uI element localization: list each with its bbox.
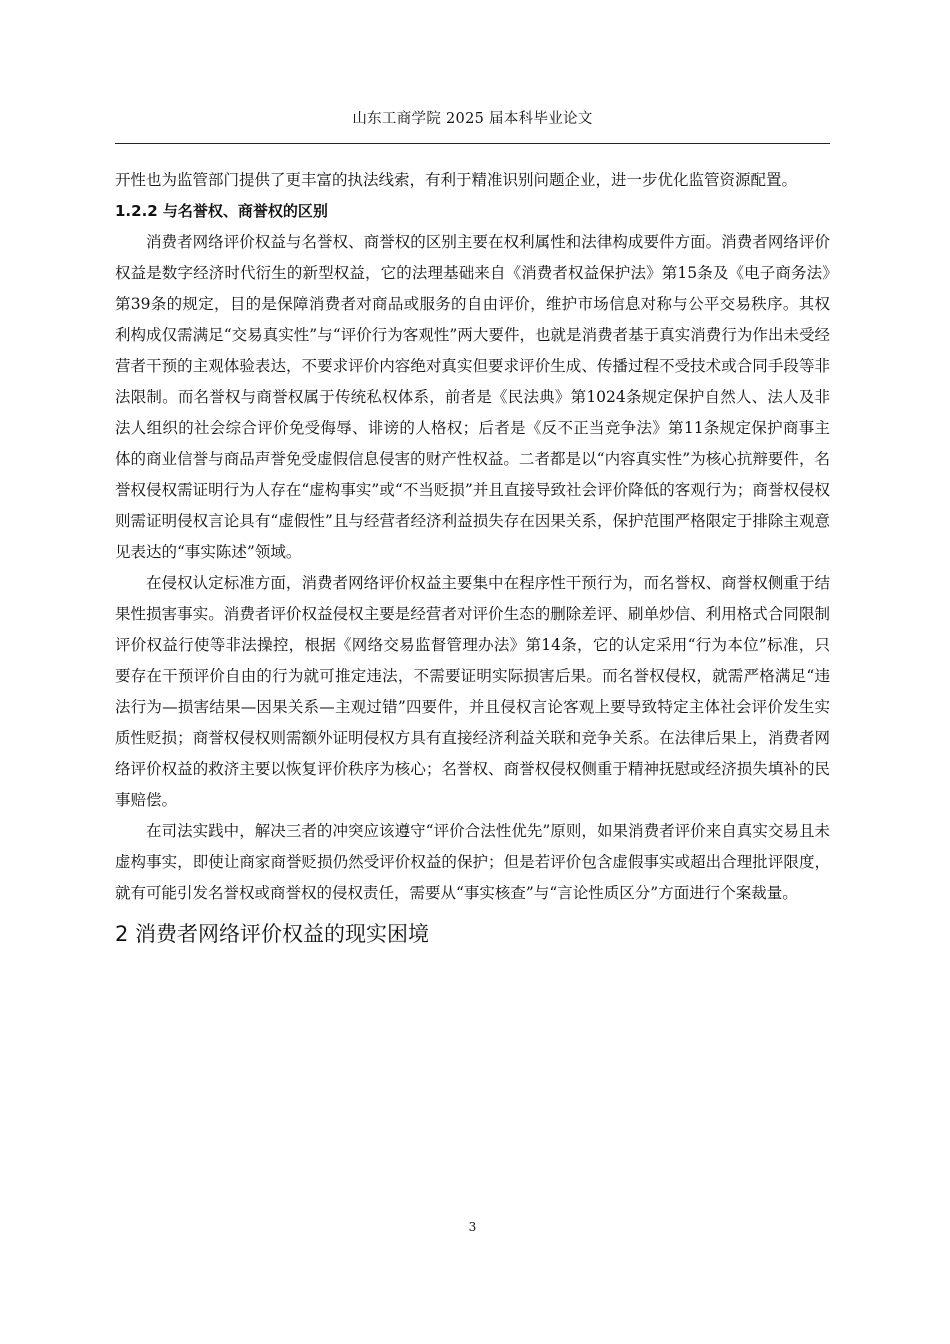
chapter-heading-2: 2 消费者网络评价权益的现实困境 — [115, 922, 430, 946]
paragraph-judicial-practice: 在司法实践中，解决三者的冲突应该遵守“评价合法性优先”原则，如果消费者评价来自真实交易且未虚构事实，即使让商家商誉贬损仍然受评价权益的保护；但是若评价包含虚假事实或超出合理批评限度，就有可能引发名誉权或商誉权的侵权责任，需要从“事实核查”与“言论性质区分”方面进行个案裁量。 — [115, 822, 830, 902]
running-header: 山东工商学院 2025 届本科毕业论文 — [352, 111, 593, 127]
page-body — [115, 165, 830, 953]
paragraph-rights-distinction: 消费者网络评价权益与名誉权、商誉权的区别主要在权利属性和法律构成要件方面。消费者网络评价权益是数字经济时代衍生的新型权益，它的法理基础来自《消费者权益保护法》第15条及《电子商务法》第39条的规定，目的是保障消费者对商品或服务的自由评价，维护市场信息对称与公平交易秩序。其权利构成仅需满足“交易真实性”与“评价行为客观性”两大要件，也就是消费者基于真实消费行为作出未受经营者干预的主观体验表达，不要求评价内容绝对真实但要求评价生成、传播过程不受技术或合同手段等非法限制。而名誉权与商誉权属于传统私权体系，前者是《民法典》第1024条规定保护自然人、法人及非法人组织的社会综合评价免受侮辱、诽谤的人格权；后者是《反不正当竞争法》第11条规定保护商事主体的商业信誉与商品声誉免受虚假信息侵害的财产性权益。二者都是以“内容真实性”为核心抗辩要件，名誉权侵权需证明行为人存在“虚构事实”或“不当贬损”并且直接导致社会评价降低的客观行为；商誉权侵权则需证明侵权言论具有“虚假性”且与经营者经济利益损失存在因果关系，保护范围严格限定于排除主观意见表达的“事实陈述”领域。 — [115, 233, 830, 561]
page-number: 3 — [468, 1220, 477, 1234]
paragraph-infringement-standard: 在侵权认定标准方面，消费者网络评价权益主要集中在程序性干预行为，而名誉权、商誉权侧重于结果性损害事实。消费者评价权益侵权主要是经营者对评价生态的删除差评、刷单炒信、利用格式合同限制评价权益行使等非法操控，根据《网络交易监督管理办法》第14条，它的认定采用“行为本位”标准，只要存在干预评价自由的行为就可推定违法，不需要证明实际损害后果。而名誉权侵权，就需严格满足“违法行为—损害结果—因果关系—主观过错”四要件，并且侵权言论客观上要导致特定主体社会评价发生实质性贬损；商誉权侵权则需额外证明侵权方具有直接经济利益关联和竞争关系。在法律后果上，消费者网络评价权益的救济主要以恢复评价秩序为核心；名誉权、商誉权侵权侧重于精神抚慰或经济损失填补的民事赔偿。 — [115, 574, 830, 809]
continued-paragraph: 开性也为监管部门提供了更丰富的执法线索，有利于精准识别问题企业，进一步优化监管资源配置。 — [115, 171, 798, 189]
header-rule — [115, 143, 830, 144]
section-heading-1-2-2: 1.2.2 与名誉权、商誉权的区别 — [115, 202, 328, 220]
